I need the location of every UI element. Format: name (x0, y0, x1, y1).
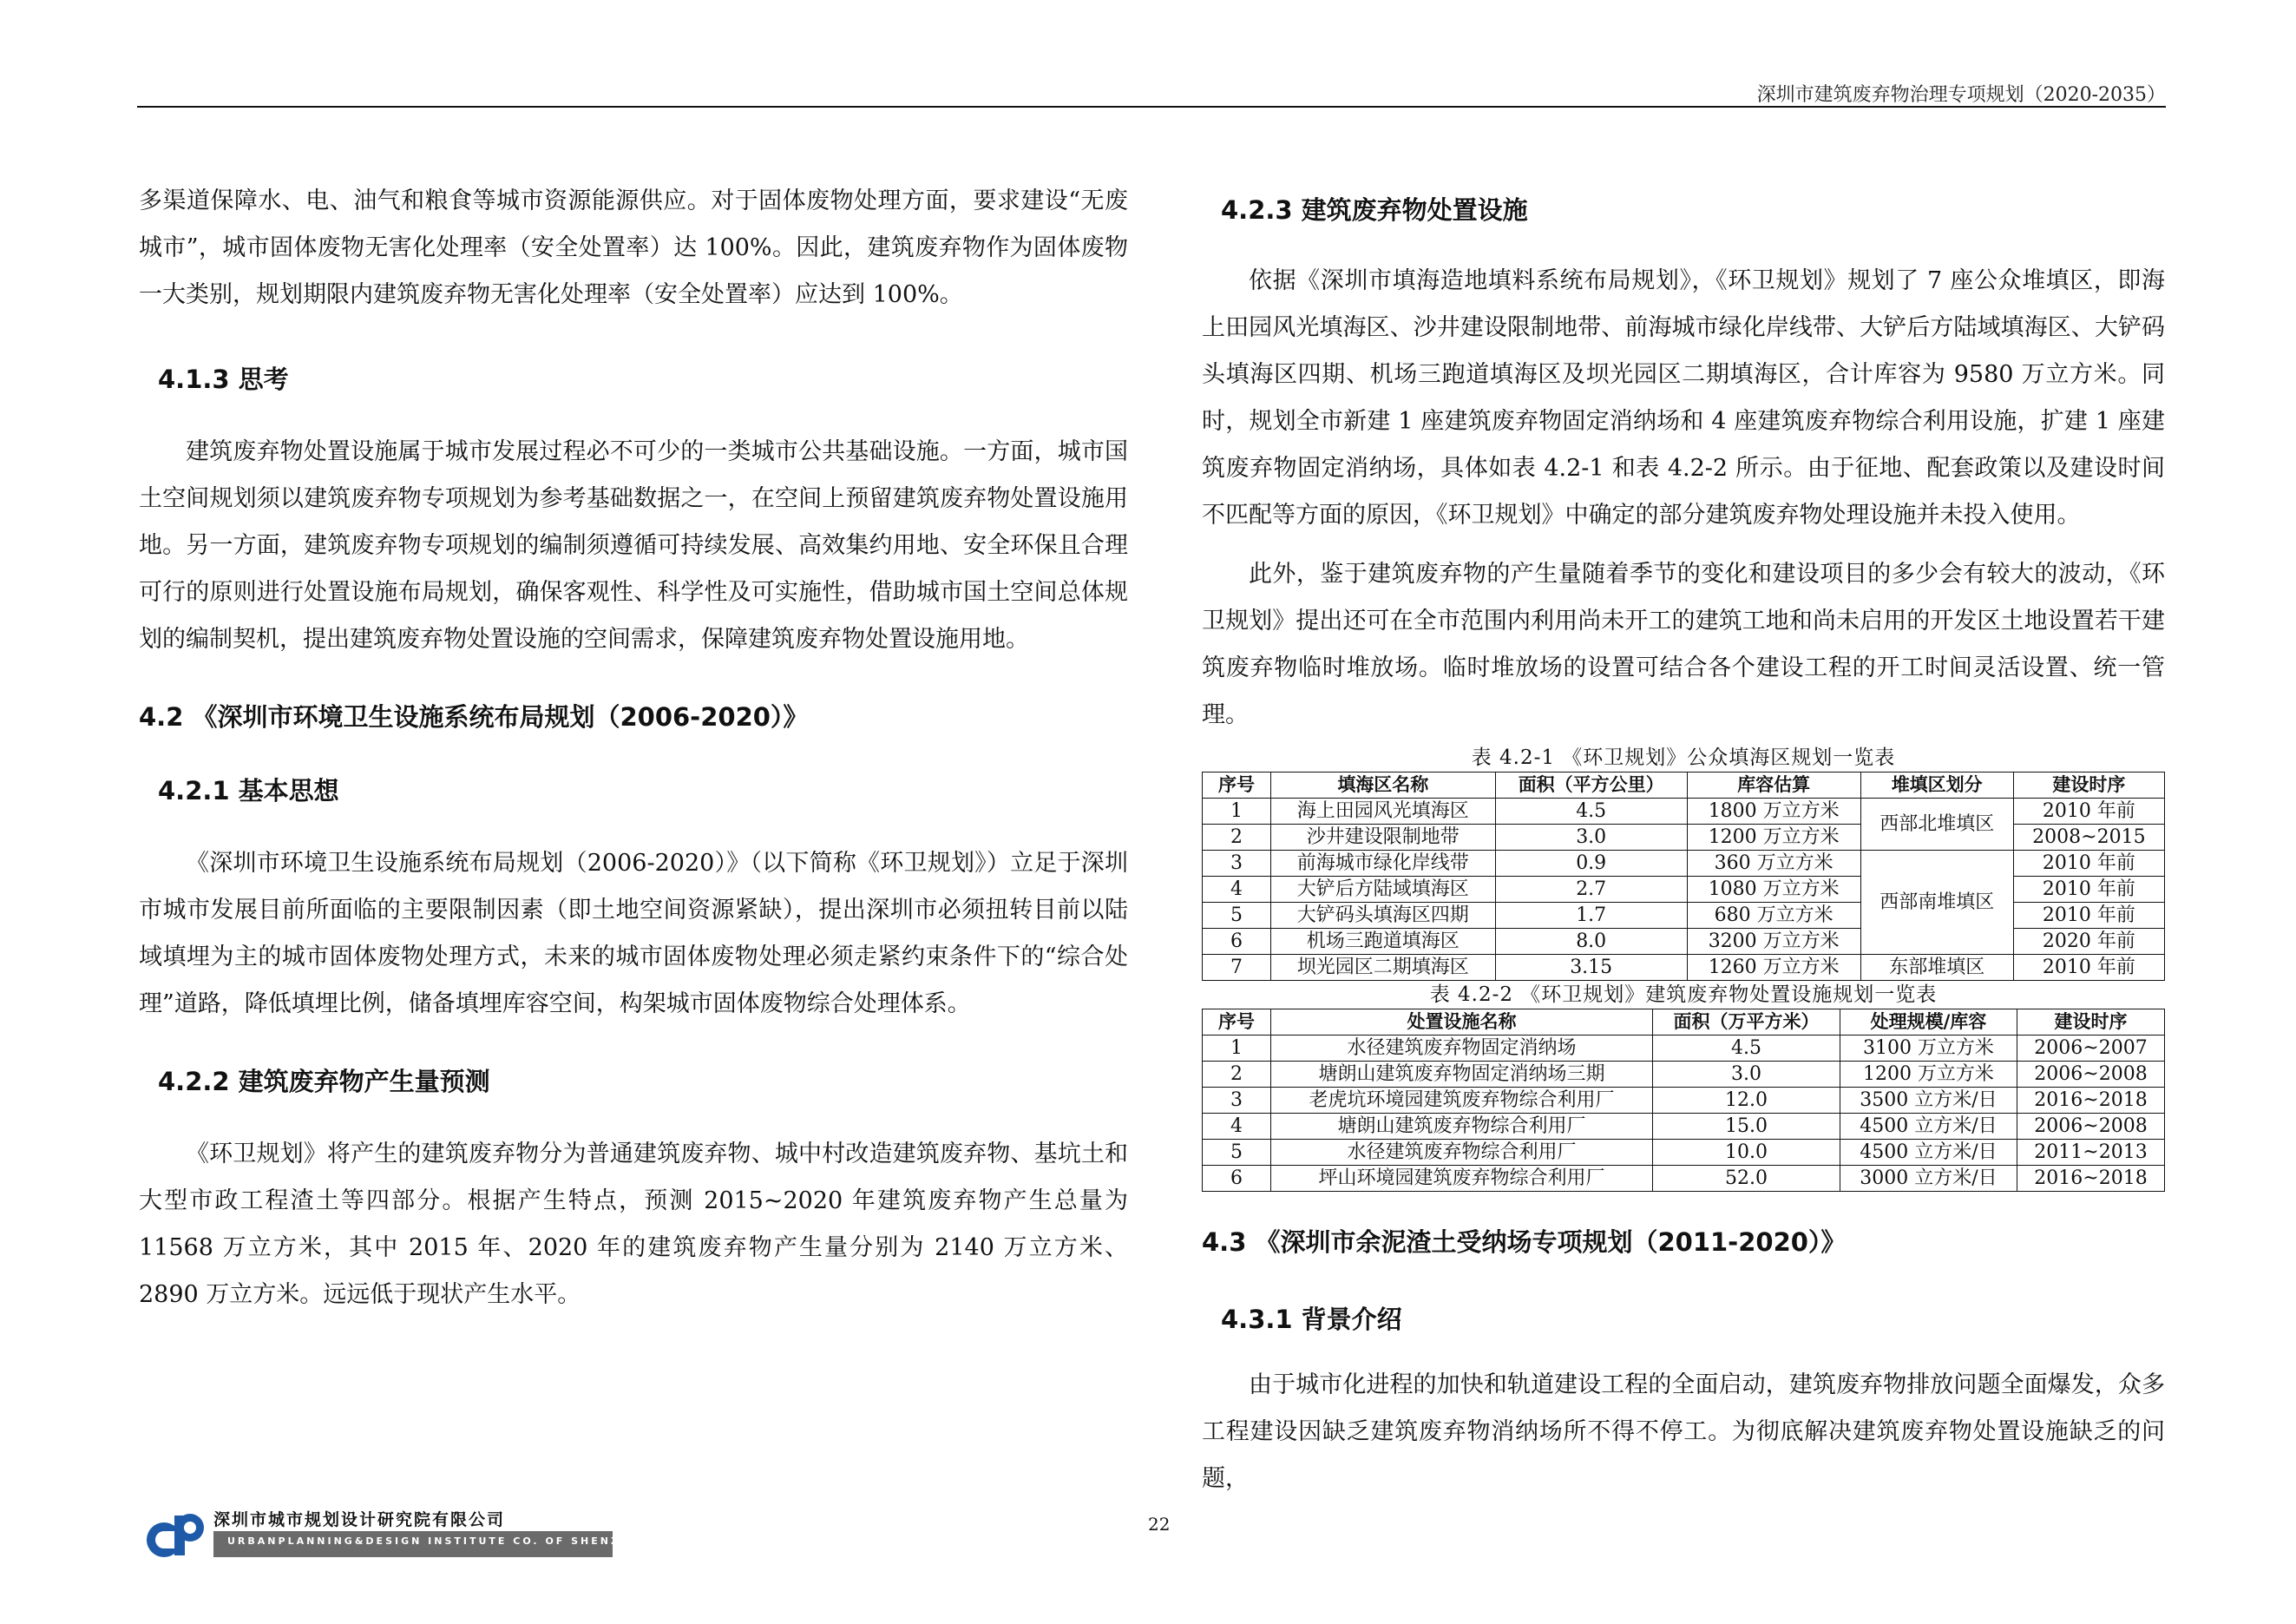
table-4-2-2 (1202, 1009, 2165, 1192)
table-cell: 2010 年前 (2013, 877, 2164, 903)
table-cell: 2006~2008 (2017, 1114, 2165, 1140)
intro-paragraph: 多渠道保障水、电、油气和粮食等城市资源能源供应。对于固体废物处理方面，要求建设“无废城市”，城市固体废物无害化处理率（安全处置率）达 100%。因此，建筑废弃物作为固体废物一大类别，规划期限内建筑废弃物无害化处理率（安全处置率）应达到 100%。 (139, 187, 1128, 308)
section-4-2-2-heading: 4.2.2 建筑废弃物产生量预测 (158, 1067, 490, 1096)
table-row (1203, 929, 2165, 955)
section-4-2-2-paragraph: 《环卫规划》将产生的建筑废弃物分为普通建筑废弃物、城中村改造建筑废弃物、基坑土和大型市政工程渣土等四部分。根据产生特点，预测 2015~2020 年建筑废弃物产生总量为 11568 万立方米，其中 2015 年、2020 年的建筑废弃物产生量分别为 2140 万立方米、2890 万立方米。远远低于现状产生水平。 (139, 1141, 1128, 1308)
table-cell: 2010 年前 (2013, 851, 2164, 877)
table-cell: 15.0 (1653, 1114, 1840, 1140)
table-row (1203, 799, 2165, 825)
table-cell: 1200 万立方米 (1840, 1062, 2017, 1088)
section-4-2-3-paragraph-2: 此外，鉴于建筑废弃物的产生量随着季节的变化和建设项目的多少会有较大的波动，《环卫规划》提出还可在全市范围内利用尚未开工的建筑工地和尚未启用的开发区土地设置若干建筑废弃物临时堆放场。临时堆放场的设置可结合各个建设工程的开工时间灵活设置、统一管理。 (1202, 561, 2165, 728)
table-cell: 360 万立方米 (1687, 851, 1860, 877)
table-cell: 6 (1203, 929, 1271, 955)
table-cell: 2006~2008 (2017, 1062, 2165, 1088)
table-cell: 大铲码头填海区四期 (1271, 903, 1496, 929)
table-cell: 2 (1203, 1062, 1271, 1088)
table-cell: 西部南堆填区 (1860, 851, 2013, 955)
table-cell: 5 (1203, 903, 1271, 929)
table-4-2-2-body (1203, 1036, 2165, 1192)
table-cell: 老虎坑环境园建筑废弃物综合利用厂 (1271, 1088, 1653, 1114)
table-cell: 3.15 (1495, 955, 1687, 981)
section-4-2-3-heading: 4.2.3 建筑废弃物处置设施 (1221, 195, 1528, 225)
table-cell: 2 (1203, 825, 1271, 851)
table-cell: 6 (1203, 1166, 1271, 1192)
column-header: 建设时序 (2013, 773, 2164, 799)
section-4-2-1-heading: 4.2.1 基本思想 (158, 776, 339, 805)
table-row (1203, 1062, 2165, 1088)
table-cell: 4 (1203, 877, 1271, 903)
table-cell: 3500 立方米/日 (1840, 1088, 2017, 1114)
table-cell: 4500 立方米/日 (1840, 1140, 2017, 1166)
table-cell: 大铲后方陆域填海区 (1271, 877, 1496, 903)
table-cell: 海上田园风光填海区 (1271, 799, 1496, 825)
table-row (1203, 903, 2165, 929)
section-4-3-1-heading: 4.3.1 背景介绍 (1221, 1305, 1402, 1334)
right-column (1202, 191, 2165, 1502)
section-4-2-heading: 4.2 《深圳市环境卫生设施系统布局规划（2006-2020）》 (139, 702, 809, 732)
table-cell: 2010 年前 (2013, 903, 2164, 929)
table-cell: 4.5 (1653, 1036, 1840, 1062)
table-row (1203, 851, 2165, 877)
table-cell: 西部北堆填区 (1860, 799, 2013, 851)
column-header: 建设时序 (2017, 1009, 2165, 1036)
column-header: 库容估算 (1687, 773, 1860, 799)
table-cell: 3100 万立方米 (1840, 1036, 2017, 1062)
table-cell: 1080 万立方米 (1687, 877, 1860, 903)
section-4-3-1-paragraph: 由于城市化进程的加快和轨道建设工程的全面启动，建筑废弃物排放问题全面爆发，众多工程建设因缺乏建筑废弃物消纳场所不得不停工。为彻底解决建筑废弃物处置设施缺乏的问题， (1202, 1371, 2165, 1492)
table-cell: 1200 万立方米 (1687, 825, 1860, 851)
table-cell: 坝光园区二期填海区 (1271, 955, 1496, 981)
table-cell: 前海城市绿化岸线带 (1271, 851, 1496, 877)
table-row (1203, 1036, 2165, 1062)
table-cell: 3200 万立方米 (1687, 929, 1860, 955)
table-cell: 7 (1203, 955, 1271, 981)
table-cell: 1800 万立方米 (1687, 799, 1860, 825)
table-cell: 3000 立方米/日 (1840, 1166, 2017, 1192)
table-cell: 东部堆填区 (1860, 955, 2013, 981)
table-cell: 52.0 (1653, 1166, 1840, 1192)
table-row (1203, 1140, 2165, 1166)
column-header: 处置设施名称 (1271, 1009, 1653, 1036)
table-cell: 2020 年前 (2013, 929, 2164, 955)
column-header: 序号 (1203, 1009, 1271, 1036)
table-cell: 塘朗山建筑废弃物综合利用厂 (1271, 1114, 1653, 1140)
table-4-2-2-caption: 表 4.2-2 《环卫规划》建筑废弃物处置设施规划一览表 (1429, 983, 1938, 1006)
left-column (139, 178, 1128, 1318)
table-cell: 水径建筑废弃物综合利用厂 (1271, 1140, 1653, 1166)
table-cell: 4500 立方米/日 (1840, 1114, 2017, 1140)
table-cell: 3 (1203, 851, 1271, 877)
table-cell: 2010 年前 (2013, 955, 2164, 981)
table-4-2-1-caption: 表 4.2-1 《环卫规划》公众填海区规划一览表 (1471, 746, 1896, 769)
table-cell: 1 (1203, 799, 1271, 825)
table-cell: 4 (1203, 1114, 1271, 1140)
table-cell: 机场三跑道填海区 (1271, 929, 1496, 955)
table-cell: 1260 万立方米 (1687, 955, 1860, 981)
table-row (1203, 955, 2165, 981)
table-cell: 水径建筑废弃物固定消纳场 (1271, 1036, 1653, 1062)
table-cell: 3 (1203, 1088, 1271, 1114)
table-header-row (1203, 1009, 2165, 1036)
table-cell: 5 (1203, 1140, 1271, 1166)
header-divider (137, 106, 2166, 108)
section-4-1-3-heading: 4.1.3 思考 (158, 365, 289, 394)
table-4-2-1 (1202, 772, 2165, 981)
table-cell: 8.0 (1495, 929, 1687, 955)
footer-company-english: URBANPLANNING&DESIGN INSTITUTE CO. OF SHENZHEN (227, 1535, 651, 1547)
table-cell: 2011~2013 (2017, 1140, 2165, 1166)
table-cell: 1 (1203, 1036, 1271, 1062)
column-header: 填海区名称 (1271, 773, 1496, 799)
column-header: 面积（平方公里） (1495, 773, 1687, 799)
table-row (1203, 825, 2165, 851)
section-4-2-3-paragraph-1: 依据《深圳市填海造地填料系统布局规划》，《环卫规划》规划了 7 座公众堆填区，即海上田园风光填海区、沙井建设限制地带、前海城市绿化岸线带、大铲后方陆域填海区、大铲码头填海区四期、机场三跑道填海区及坝光园区二期填海区，合计库容为 9580 万立方米。同时，规划全市新建 1 座建筑废弃物固定消纳场和 4 座建筑废弃物综合利用设施，扩建 1 座建筑废弃物固定消纳场，具体如表 4.2-1 和表 4.2-2 所示。由于征地、配套政策以及建设时间不匹配等方面的原因，《环卫规划》中确定的部分建筑废弃物处理设施并未投入使用。 (1202, 267, 2165, 529)
table-cell: 4.5 (1495, 799, 1687, 825)
column-header: 面积（万平方米） (1653, 1009, 1840, 1036)
table-cell: 沙井建设限制地带 (1271, 825, 1496, 851)
table-cell: 塘朗山建筑废弃物固定消纳场三期 (1271, 1062, 1653, 1088)
section-4-1-3-paragraph: 建筑废弃物处置设施属于城市发展过程必不可少的一类城市公共基础设施。一方面，城市国土空间规划须以建筑废弃物专项规划为参考基础数据之一，在空间上预留建筑废弃物处置设施用地。另一方面，建筑废弃物专项规划的编制须遵循可持续发展、高效集约用地、安全环保且合理可行的原则进行处置设施布局规划，确保客观性、科学性及可实施性，借助城市国土空间总体规划的编制契机，提出建筑废弃物处置设施的空间需求，保障建筑废弃物处置设施用地。 (139, 438, 1128, 653)
footer-company-name: 深圳市城市规划设计研究院有限公司 (213, 1510, 506, 1529)
cdp-logo-icon (143, 1509, 213, 1562)
table-cell: 2006~2007 (2017, 1036, 2165, 1062)
table-cell: 2016~2018 (2017, 1166, 2165, 1192)
section-4-3-heading: 4.3 《深圳市余泥渣土受纳场专项规划（2011-2020）》 (1202, 1227, 1847, 1257)
table-row (1203, 877, 2165, 903)
table-row (1203, 1166, 2165, 1192)
table-cell: 0.9 (1495, 851, 1687, 877)
running-header-title: 深圳市建筑废弃物治理专项规划（2020-2035） (1756, 84, 2166, 106)
table-cell: 2.7 (1495, 877, 1687, 903)
table-cell: 3.0 (1495, 825, 1687, 851)
table-cell: 2008~2015 (2013, 825, 2164, 851)
table-header-row (1203, 773, 2165, 799)
table-row (1203, 1088, 2165, 1114)
table-cell: 2016~2018 (2017, 1088, 2165, 1114)
table-row (1203, 1114, 2165, 1140)
table-cell: 1.7 (1495, 903, 1687, 929)
table-cell: 2010 年前 (2013, 799, 2164, 825)
section-4-2-1-paragraph: 《深圳市环境卫生设施系统布局规划（2006-2020）》（以下简称《环卫规划》）立足于深圳市城市发展目前所面临的主要限制因素（即土地空间资源紧缺），提出深圳市必须扭转目前以陆域填埋为主的城市固体废物处理方式，未来的城市固体废物处理必须走紧约束条件下的“综合处理”道路，降低填埋比例，储备填埋库容空间，构架城市固体废物综合处理体系。 (139, 850, 1128, 1017)
table-cell: 12.0 (1653, 1088, 1840, 1114)
column-header: 堆填区划分 (1860, 773, 2013, 799)
table-cell: 10.0 (1653, 1140, 1840, 1166)
table-cell: 坪山环境园建筑废弃物综合利用厂 (1271, 1166, 1653, 1192)
page-number: 22 (1148, 1514, 1171, 1535)
column-header: 处理规模/库容 (1840, 1009, 2017, 1036)
column-header: 序号 (1203, 773, 1271, 799)
table-cell: 3.0 (1653, 1062, 1840, 1088)
table-cell: 680 万立方米 (1687, 903, 1860, 929)
